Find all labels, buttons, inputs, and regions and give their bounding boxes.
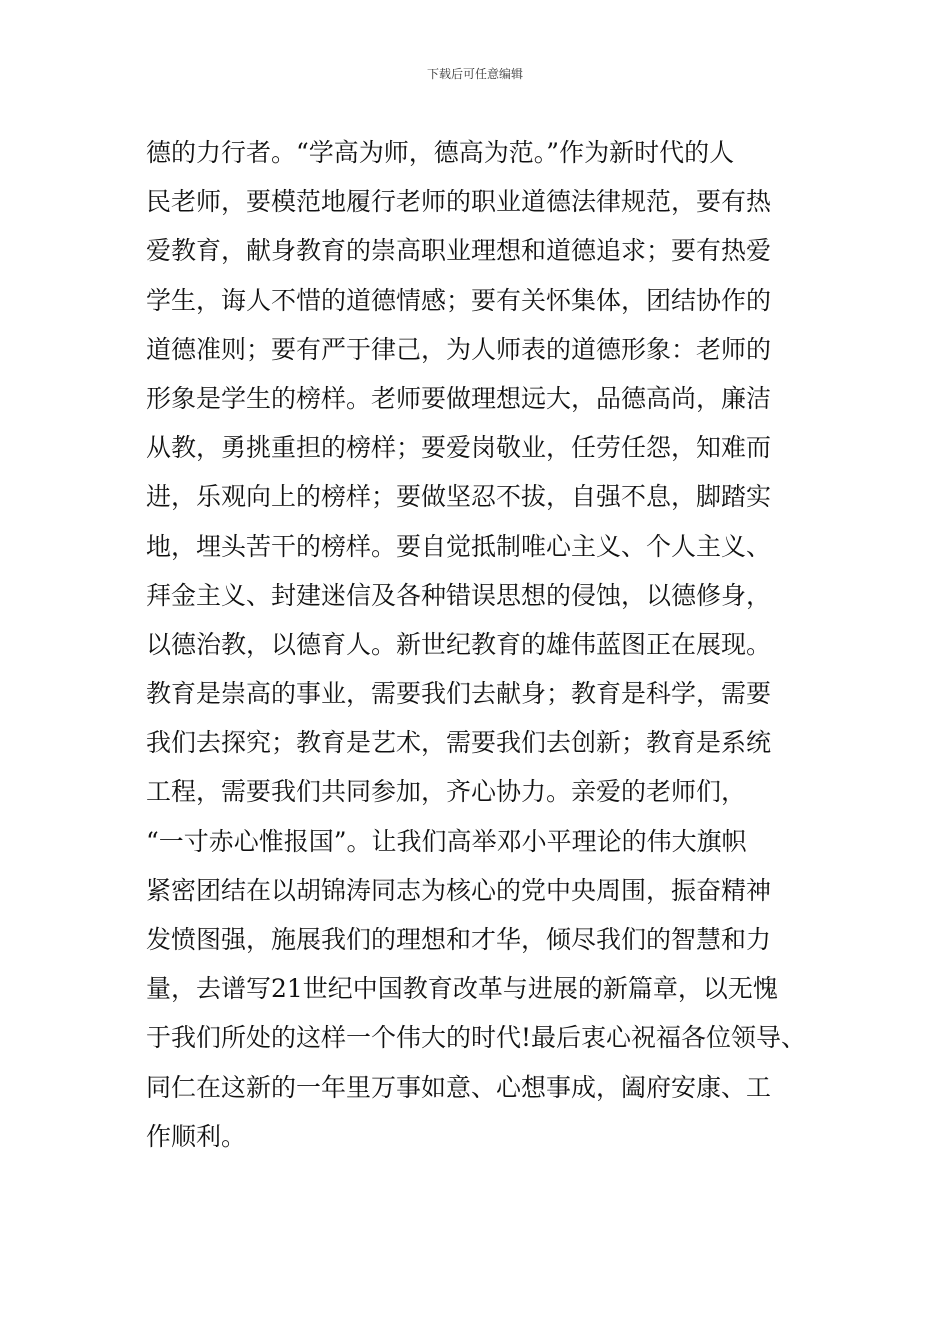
text-line: 学生，诲人不惜的道德情感；要有关怀集体，团结协作的 <box>146 285 772 315</box>
text-line: 形象是学生的榜样。老师要做理想远大，品德高尚，廉洁 <box>146 383 772 413</box>
header-note: 下载后可任意编辑 <box>426 67 523 81</box>
text-line: 紧密团结在以胡锦涛同志为核心的党中央周围，振奋精神 <box>146 875 772 905</box>
text-line: 从教，勇挑重担的榜样；要爱岗敬业，任劳任怨，知难而 <box>146 433 772 463</box>
text-line: 发愤图强，施展我们的理想和才华，倾尽我们的智慧和力 <box>146 925 772 954</box>
text-line: 爱教育，献身教育的崇高职业理想和道德追求；要有热爱 <box>146 236 772 266</box>
text-line: 教育是崇高的事业，需要我们去献身；教育是科学，需要 <box>146 679 772 709</box>
body-text <box>146 128 846 1161</box>
text-line: 工程，需要我们共同参加，齐心协力。亲爱的老师们， <box>146 777 747 807</box>
text-line: 道德准则；要有严于律己，为人师表的道德形象：老师的 <box>146 334 772 364</box>
text-line: 进，乐观向上的榜样；要做坚忍不拔，自强不息，脚踏实 <box>146 482 772 512</box>
text-line: “一寸赤心惟报国”。让我们高举邓小平理论的伟大旗帜 <box>146 826 747 856</box>
text-line: 量，去谱写21世纪中国教育改革与进展的新篇章，以无愧 <box>146 974 778 1004</box>
text-line: 民老师，要模范地履行老师的职业道德法律规范，要有热 <box>146 187 772 217</box>
text-line: 于我们所处的这样一个伟大的时代!最后衷心祝福各位领导、 <box>146 1023 807 1053</box>
text-line: 以德治教，以德育人。新世纪教育的雄伟蓝图正在展现。 <box>146 629 772 659</box>
text-line: 拜金主义、封建迷信及各种错误思想的侵蚀，以德修身， <box>146 580 772 610</box>
text-line: 德的力行者。“学高为师，德高为范。”作为新时代的人 <box>146 138 735 167</box>
text-line: 作顺利。 <box>146 1121 247 1151</box>
text-line: 同仁在这新的一年里万事如意、心想事成，阖府安康、工 <box>146 1072 772 1102</box>
text-line: 我们去探究；教育是艺术，需要我们去创新；教育是系统 <box>146 728 772 758</box>
text-line: 地，埋头苦干的榜样。要自觉抵制唯心主义、个人主义、 <box>146 531 772 561</box>
